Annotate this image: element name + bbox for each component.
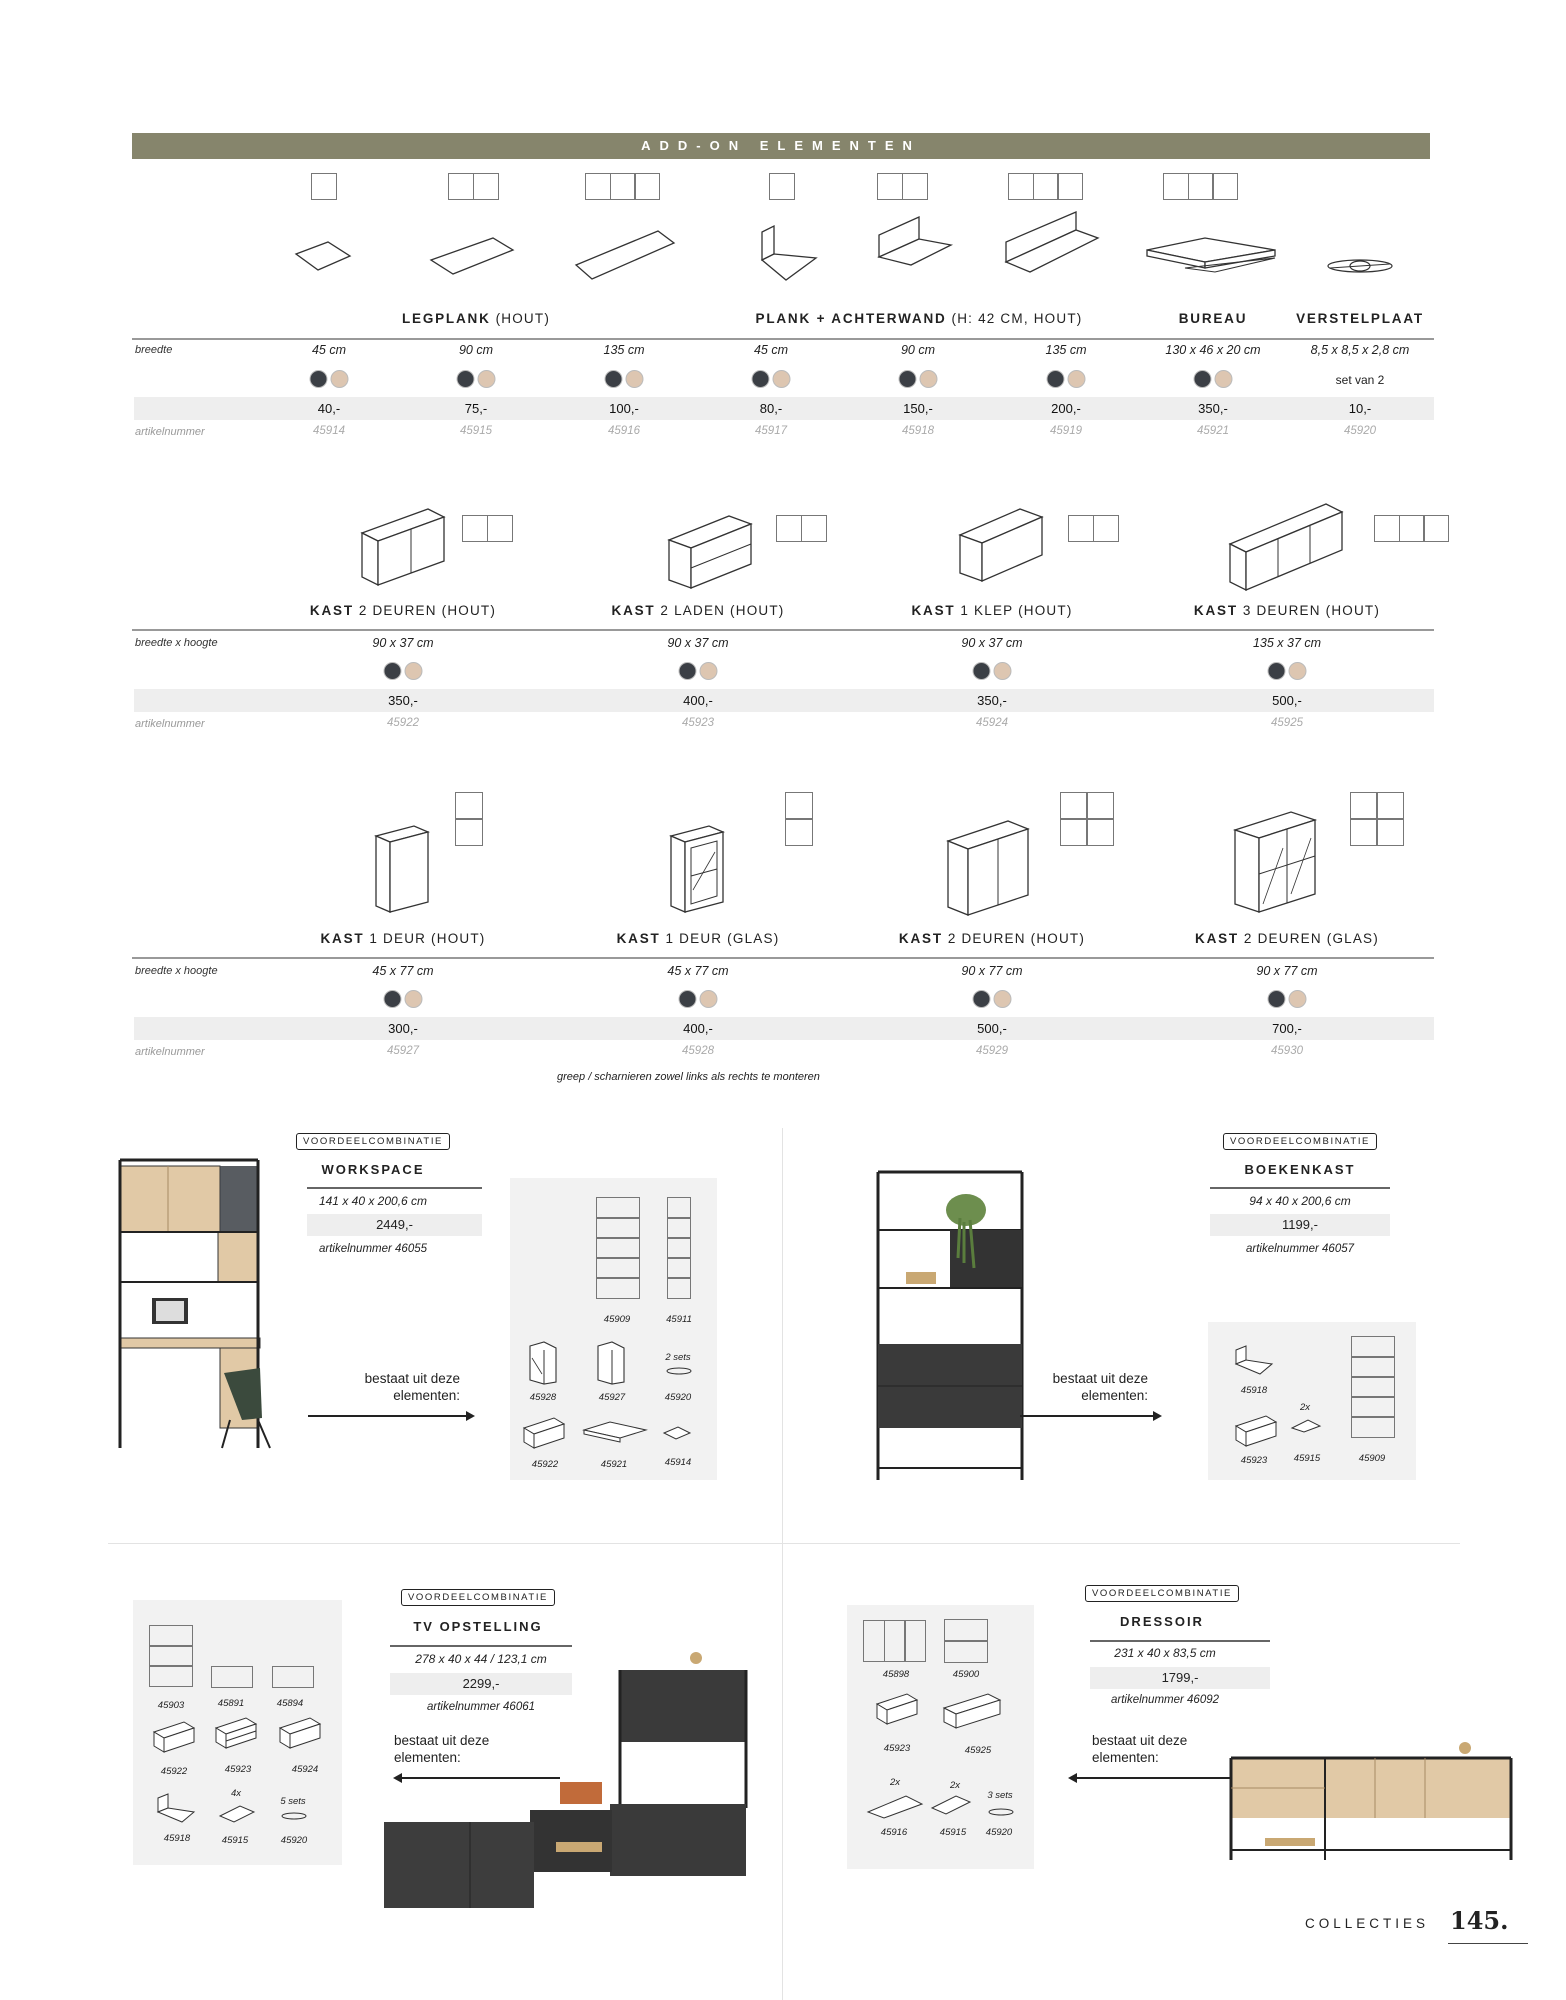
module-vertical-icon — [786, 793, 812, 845]
anthracite-swatch — [679, 662, 697, 680]
anthracite-swatch — [310, 370, 328, 388]
tv-price: 2299,- — [390, 1673, 572, 1695]
article-number: 45920 — [1344, 425, 1376, 437]
oak-swatch — [1068, 370, 1086, 388]
anthracite-swatch — [1268, 990, 1286, 1008]
color-swatches — [605, 370, 644, 388]
boekenkast-photo — [870, 1168, 1030, 1488]
part-label: 45923 — [224, 1764, 252, 1775]
tv-photo — [380, 1560, 750, 1920]
row-label-breedte-hoogte: breedte x hoogte — [135, 965, 218, 977]
part-label: 45923 — [883, 1743, 911, 1754]
dressoir-article: artikelnummer 46092 — [1110, 1694, 1220, 1706]
part-45909-icon — [1352, 1337, 1394, 1437]
oak-swatch — [478, 370, 496, 388]
shelf-135-drawing — [570, 225, 680, 287]
part-45922-drawing — [520, 1416, 568, 1452]
oak-swatch — [773, 370, 791, 388]
part-45923-drawing — [1232, 1414, 1280, 1450]
heading-kast-1-klep: KAST 1 KLEP (HOUT) — [911, 603, 1073, 618]
part-label: 45920 — [280, 1835, 308, 1846]
part-label: 4x — [230, 1788, 242, 1799]
part-45922-drawing — [150, 1720, 198, 1756]
part-45900-icon — [945, 1620, 987, 1662]
part-45914-drawing — [662, 1425, 692, 1441]
part-label: 45923 — [1240, 1455, 1268, 1466]
oak-swatch — [405, 662, 423, 680]
arrow-right-icon — [1020, 1415, 1160, 1417]
dressoir-price: 1799,- — [1090, 1667, 1270, 1689]
heading-kast-2-deuren-glas: KAST 2 DEUREN (GLAS) — [1195, 931, 1379, 946]
part-label: 45914 — [664, 1457, 692, 1468]
workspace-price: 2449,- — [307, 1214, 482, 1236]
arrow-left-icon — [1070, 1777, 1230, 1779]
color-swatches — [973, 662, 1012, 680]
part-label: 2x — [1299, 1402, 1311, 1413]
module-3-icon — [1374, 515, 1449, 542]
part-label: 45925 — [964, 1745, 992, 1756]
size-cell: 90 cm — [900, 343, 936, 357]
oak-swatch — [700, 662, 718, 680]
size-cell: 90 x 37 cm — [961, 636, 1023, 650]
module-2-icon — [1068, 515, 1119, 542]
module-3-icon — [585, 173, 660, 200]
price-row-bg — [134, 1017, 1434, 1040]
heading-plank-achterwand: PLANK + ACHTERWAND (H: 42 CM, HOUT) — [755, 311, 1083, 326]
part-45927-drawing — [594, 1340, 634, 1386]
color-swatches — [310, 370, 349, 388]
part-label: 45922 — [531, 1459, 559, 1470]
section-banner: ADD-ON ELEMENTEN — [132, 133, 1430, 159]
part-45903-icon — [150, 1626, 192, 1686]
combo-rule — [307, 1187, 482, 1189]
workspace-article: artikelnummer 46055 — [318, 1243, 428, 1255]
part-45920-drawing — [986, 1806, 1016, 1818]
cabinet-2-drawers-drawing — [665, 510, 755, 592]
part-label: 45915 — [221, 1835, 249, 1846]
price-row-bg — [134, 689, 1434, 712]
heading-kast-2-deuren: KAST 2 DEUREN (HOUT) — [309, 603, 497, 618]
part-45909-icon — [597, 1198, 639, 1298]
article-number: 45924 — [976, 717, 1008, 729]
article-number: 45927 — [387, 1045, 419, 1057]
price-cell: 80,- — [759, 401, 783, 416]
part-label: 45918 — [1240, 1385, 1268, 1396]
size-cell: 130 x 46 x 20 cm — [1165, 343, 1261, 357]
mounting-note: greep / scharnieren zowel links als rechts te monteren — [557, 1071, 820, 1083]
cabinet-1-door-glass-drawing — [667, 822, 729, 916]
anthracite-swatch — [973, 990, 991, 1008]
boekenkast-price: 1199,- — [1210, 1214, 1390, 1236]
part-label: 3 sets — [987, 1790, 1013, 1801]
anthracite-swatch — [384, 662, 402, 680]
anthracite-swatch — [605, 370, 623, 388]
size-cell: 45 x 77 cm — [667, 964, 729, 978]
shelf-back-90-drawing — [875, 215, 955, 285]
price-cell: 500,- — [977, 1021, 1007, 1036]
part-45915-drawing — [930, 1794, 974, 1818]
anthracite-swatch — [679, 990, 697, 1008]
price-cell: 150,- — [903, 401, 933, 416]
part-45925-drawing — [940, 1692, 1004, 1732]
price-cell: 300,- — [388, 1021, 418, 1036]
set-note: set van 2 — [1335, 373, 1385, 387]
price-cell: 400,- — [683, 693, 713, 708]
price-cell: 10,- — [1348, 401, 1372, 416]
price-cell: 350,- — [977, 693, 1007, 708]
arrow-right-icon — [308, 1415, 473, 1417]
footer-label: COLLECTIES — [1305, 1916, 1430, 1931]
combo-badge: VOORDEELCOMBINATIE — [296, 1133, 450, 1150]
part-label: 45916 — [880, 1827, 908, 1838]
size-cell: 90 x 37 cm — [667, 636, 729, 650]
color-swatches — [384, 990, 423, 1008]
combo-rule — [1090, 1640, 1270, 1642]
dressoir-size: 231 x 40 x 83,5 cm — [1114, 1646, 1216, 1660]
module-2-icon — [448, 173, 499, 200]
heading-bureau: BUREAU — [1178, 311, 1248, 326]
anthracite-swatch — [973, 662, 991, 680]
part-45918-drawing — [154, 1790, 198, 1828]
part-label: 45922 — [160, 1766, 188, 1777]
module-1-icon — [311, 173, 337, 200]
article-number: 45915 — [460, 425, 492, 437]
module-3-icon — [1163, 173, 1238, 200]
part-label: 45894 — [276, 1698, 304, 1709]
part-45920-drawing — [279, 1810, 309, 1822]
article-number: 45930 — [1271, 1045, 1303, 1057]
oak-swatch — [1289, 662, 1307, 680]
color-swatches — [384, 662, 423, 680]
part-45918-drawing — [1232, 1342, 1276, 1380]
cabinet-2-doors-tall-drawing — [944, 815, 1034, 919]
shelf-back-135-drawing — [1002, 210, 1102, 286]
cabinet-3-doors-drawing — [1226, 500, 1346, 594]
part-label: 45909 — [1358, 1453, 1386, 1464]
module-2-icon — [877, 173, 928, 200]
part-45923-drawing — [873, 1692, 921, 1728]
size-cell: 8,5 x 8,5 x 2,8 cm — [1310, 343, 1410, 357]
module-1-icon — [769, 173, 795, 200]
heading-legplank: LEGPLANK (HOUT) — [401, 311, 551, 326]
price-cell: 100,- — [609, 401, 639, 416]
dressoir-title: DRESSOIR — [1120, 1614, 1204, 1629]
heading-verstelplaat: VERSTELPLAAT — [1296, 311, 1424, 326]
anthracite-swatch — [457, 370, 475, 388]
heading-kast-3-deuren: KAST 3 DEUREN (HOUT) — [1193, 603, 1381, 618]
part-label: 45909 — [603, 1314, 631, 1325]
footer-rule — [1448, 1943, 1528, 1944]
price-cell: 500,- — [1272, 693, 1302, 708]
adjustment-plate-drawing — [1322, 254, 1398, 280]
page-number: 145. — [1450, 1906, 1509, 1935]
oak-swatch — [405, 990, 423, 1008]
row-label-breedte-hoogte: breedte x hoogte — [135, 637, 218, 649]
oak-swatch — [700, 990, 718, 1008]
tv-article: artikelnummer 46061 — [426, 1701, 536, 1713]
part-label: 45898 — [882, 1669, 910, 1680]
oak-swatch — [626, 370, 644, 388]
oak-swatch — [1289, 990, 1307, 1008]
part-label: 2x — [889, 1777, 901, 1788]
size-cell: 135 cm — [1045, 343, 1087, 357]
oak-swatch — [331, 370, 349, 388]
shelf-back-45-drawing — [756, 220, 816, 284]
consists-label: bestaat uit deze elementen: — [364, 1371, 460, 1403]
cabinet-2-doors-glass-drawing — [1231, 808, 1321, 916]
workspace-photo — [110, 1158, 310, 1458]
consists-label: bestaat uit deze elementen: — [1092, 1733, 1188, 1765]
article-number: 45917 — [755, 425, 787, 437]
part-label: 45920 — [985, 1827, 1013, 1838]
part-label: 45900 — [952, 1669, 980, 1680]
article-number: 45928 — [682, 1045, 714, 1057]
oak-swatch — [994, 662, 1012, 680]
module-2-icon — [462, 515, 513, 542]
color-swatches — [1268, 990, 1307, 1008]
cabinet-2-doors-drawing — [358, 505, 448, 589]
price-cell: 350,- — [1198, 401, 1228, 416]
table-rule — [132, 629, 1434, 631]
size-cell: 45 cm — [753, 343, 789, 357]
part-45891-icon — [211, 1666, 253, 1688]
part-label: 45918 — [163, 1833, 191, 1844]
oak-swatch — [994, 990, 1012, 1008]
size-cell: 90 cm — [458, 343, 494, 357]
part-45915-drawing — [1290, 1418, 1322, 1434]
table-rule — [132, 957, 1434, 959]
part-45924-drawing — [276, 1716, 324, 1752]
anthracite-swatch — [899, 370, 917, 388]
size-cell: 45 cm — [311, 343, 347, 357]
row-label-artikelnummer: artikelnummer — [135, 718, 205, 730]
part-label: 45891 — [217, 1698, 245, 1709]
size-cell: 90 x 37 cm — [372, 636, 434, 650]
anthracite-swatch — [1268, 662, 1286, 680]
color-swatches — [1047, 370, 1086, 388]
heading-kast-2-laden: KAST 2 LADEN (HOUT) — [611, 603, 785, 618]
part-label: 2x — [949, 1780, 961, 1791]
boekenkast-title: BOEKENKAST — [1244, 1162, 1356, 1177]
heading-kast-1-deur-glas: KAST 1 DEUR (GLAS) — [616, 931, 780, 946]
color-swatches — [457, 370, 496, 388]
anthracite-swatch — [384, 990, 402, 1008]
part-45921-drawing — [580, 1418, 650, 1446]
module-grid-icon — [1351, 793, 1403, 845]
combo-divider-vertical — [782, 1128, 783, 2000]
part-label: 45927 — [598, 1392, 626, 1403]
price-cell: 40,- — [317, 401, 341, 416]
combo-badge: VOORDEELCOMBINATIE — [1085, 1585, 1239, 1602]
combo-badge: VOORDEELCOMBINATIE — [401, 1589, 555, 1606]
article-number: 45922 — [387, 717, 419, 729]
price-cell: 700,- — [1272, 1021, 1302, 1036]
color-swatches — [1194, 370, 1233, 388]
article-number: 45925 — [1271, 717, 1303, 729]
part-45911-icon — [668, 1198, 690, 1298]
part-45923-drawing — [212, 1716, 260, 1752]
oak-swatch — [920, 370, 938, 388]
size-cell: 90 x 77 cm — [1256, 964, 1318, 978]
price-cell: 400,- — [683, 1021, 713, 1036]
price-cell: 200,- — [1051, 401, 1081, 416]
article-number: 45923 — [682, 717, 714, 729]
shelf-45-drawing — [290, 236, 360, 276]
color-swatches — [679, 990, 718, 1008]
anthracite-swatch — [1194, 370, 1212, 388]
part-label: 45911 — [666, 1314, 692, 1325]
part-label: 45920 — [664, 1392, 692, 1403]
color-swatches — [899, 370, 938, 388]
part-label: 2 sets — [665, 1352, 691, 1363]
consists-label: bestaat uit deze elementen: — [1052, 1371, 1148, 1403]
part-label: 45921 — [600, 1459, 628, 1470]
article-number: 45929 — [976, 1045, 1008, 1057]
row-label-artikelnummer: artikelnummer — [135, 1046, 205, 1058]
module-3-icon — [1008, 173, 1083, 200]
table-rule — [132, 338, 1434, 340]
article-number: 45914 — [313, 425, 345, 437]
boekenkast-size: 94 x 40 x 200,6 cm — [1249, 1194, 1351, 1208]
heading-kast-2-deuren-hout: KAST 2 DEUREN (HOUT) — [898, 931, 1086, 946]
part-label: 45928 — [529, 1392, 557, 1403]
article-number: 45918 — [902, 425, 934, 437]
boekenkast-article: artikelnummer 46057 — [1245, 1243, 1355, 1255]
desk-drawing — [1145, 232, 1280, 284]
part-45928-drawing — [526, 1340, 566, 1386]
color-swatches — [1268, 662, 1307, 680]
module-2-icon — [776, 515, 827, 542]
part-45894-icon — [272, 1666, 314, 1688]
dressoir-photo — [1225, 1700, 1515, 1870]
size-cell: 45 x 77 cm — [372, 964, 434, 978]
part-label: 5 sets — [280, 1796, 306, 1807]
color-swatches — [973, 990, 1012, 1008]
combo-rule — [1210, 1187, 1390, 1189]
workspace-size: 141 x 40 x 200,6 cm — [318, 1194, 428, 1208]
size-cell: 90 x 77 cm — [961, 964, 1023, 978]
size-cell: 135 x 37 cm — [1252, 636, 1322, 650]
part-45898-icon — [863, 1620, 926, 1662]
part-label: 45903 — [157, 1700, 185, 1711]
row-label-breedte: breedte — [135, 344, 173, 356]
part-label: 45915 — [1293, 1453, 1321, 1464]
part-label: 45915 — [939, 1827, 967, 1838]
tv-size: 278 x 40 x 44 / 123,1 cm — [415, 1652, 547, 1666]
color-swatches — [679, 662, 718, 680]
color-swatches — [752, 370, 791, 388]
anthracite-swatch — [1047, 370, 1065, 388]
combo-badge: VOORDEELCOMBINATIE — [1223, 1133, 1377, 1150]
part-45915-drawing — [218, 1804, 258, 1824]
price-cell: 350,- — [388, 693, 418, 708]
heading-kast-1-deur-hout: KAST 1 DEUR (HOUT) — [320, 931, 486, 946]
cabinet-flap-drawing — [956, 505, 1046, 585]
module-vertical-icon — [456, 793, 482, 845]
article-number: 45916 — [608, 425, 640, 437]
workspace-title: WORKSPACE — [321, 1162, 425, 1177]
size-cell: 135 cm — [603, 343, 645, 357]
oak-swatch — [1215, 370, 1233, 388]
part-45920-drawing — [664, 1365, 694, 1377]
row-label-artikelnummer: artikelnummer — [135, 426, 205, 438]
anthracite-swatch — [752, 370, 770, 388]
tv-title: TV OPSTELLING — [413, 1619, 543, 1634]
article-number: 45919 — [1050, 425, 1082, 437]
cabinet-1-door-wood-drawing — [372, 822, 434, 916]
module-grid-icon — [1061, 793, 1113, 845]
part-label: 45924 — [291, 1764, 319, 1775]
combo-divider-horizontal — [108, 1543, 1460, 1544]
price-cell: 75,- — [464, 401, 488, 416]
article-number: 45921 — [1197, 425, 1229, 437]
part-45916-drawing — [866, 1794, 926, 1820]
shelf-90-drawing — [425, 230, 525, 282]
consists-label: bestaat uit deze elementen: — [394, 1733, 490, 1765]
